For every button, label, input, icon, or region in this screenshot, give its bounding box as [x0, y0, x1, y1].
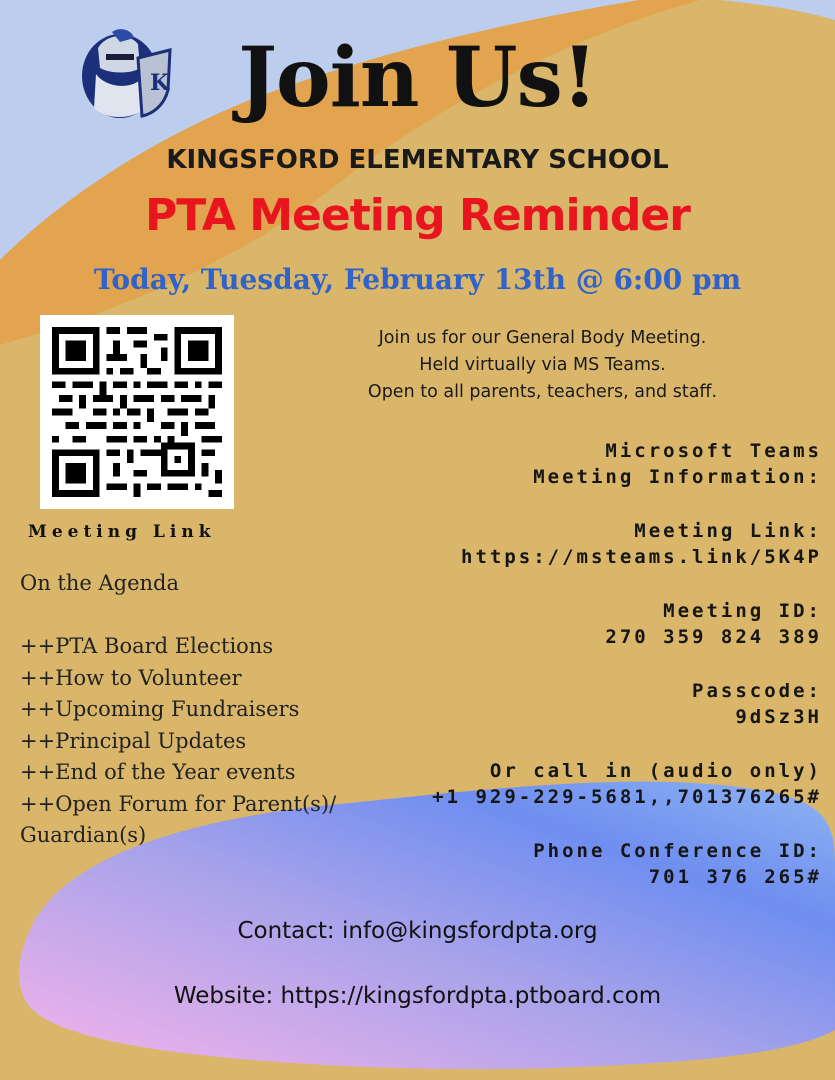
call-in-block — [362, 758, 822, 810]
teams-heading-line: Meeting Information: — [533, 466, 822, 488]
meeting-id-block — [362, 598, 822, 650]
agenda-item: ++Principal Updates — [20, 728, 247, 753]
intro-line: Open to all parents, teachers, and staff. — [367, 382, 718, 402]
agenda-item: ++Open Forum for Parent(s)/ — [20, 791, 337, 816]
school-name: KINGSFORD ELEMENTARY SCHOOL — [166, 145, 669, 175]
passcode-value: 9dSz3H — [735, 706, 822, 728]
agenda-item: ++How to Volunteer — [20, 665, 242, 690]
agenda-item: ++End of the Year events — [20, 760, 296, 784]
contact-email[interactable]: Contact: info@kingsfordpta.org — [237, 918, 598, 944]
agenda-item: Guardian(s) — [20, 823, 147, 847]
intro-line: Held virtually via MS Teams. — [419, 355, 666, 375]
meeting-link-url[interactable]: https://msteams.link/5K4P — [461, 546, 822, 568]
page-title: Join Us! — [238, 30, 597, 126]
qr-code[interactable] — [40, 315, 234, 509]
reminder-heading: PTA Meeting Reminder — [145, 190, 690, 241]
agenda-item: ++PTA Board Elections — [20, 634, 274, 658]
meeting-date: Today, Tuesday, February 13th @ 6:00 pm — [93, 263, 742, 296]
qr-pattern — [52, 327, 222, 497]
meeting-intro — [340, 325, 745, 406]
teams-heading-line: Microsoft Teams — [605, 440, 822, 462]
teams-heading — [362, 438, 822, 490]
meeting-link-label: Meeting Link: — [634, 520, 822, 542]
intro-line: Join us for our General Body Meeting. — [378, 328, 707, 348]
passcode-label: Passcode: — [692, 680, 822, 702]
conference-id-block — [362, 838, 822, 890]
agenda — [20, 568, 380, 852]
passcode-block — [362, 678, 822, 730]
call-in-number[interactable]: +1 929-229-5681,,701376265# — [432, 786, 822, 808]
svg-text:K: K — [150, 70, 170, 96]
meeting-id-label: Meeting ID: — [663, 600, 822, 622]
meeting-id-value: 270 359 824 389 — [605, 626, 822, 648]
website-link[interactable]: Website: https://kingsfordpta.ptboard.com — [173, 983, 662, 1009]
agenda-heading: On the Agenda — [20, 571, 180, 595]
meeting-link-block — [362, 518, 822, 570]
agenda-spacer — [20, 600, 380, 632]
call-in-label: Or call in (audio only) — [489, 760, 822, 782]
agenda-item: ++Upcoming Fundraisers — [20, 697, 300, 721]
qr-caption: Meeting Link — [28, 522, 216, 542]
conference-id-label: Phone Conference ID: — [533, 840, 822, 862]
teams-info — [362, 438, 822, 918]
conference-id-value: 701 376 265# — [648, 866, 822, 888]
